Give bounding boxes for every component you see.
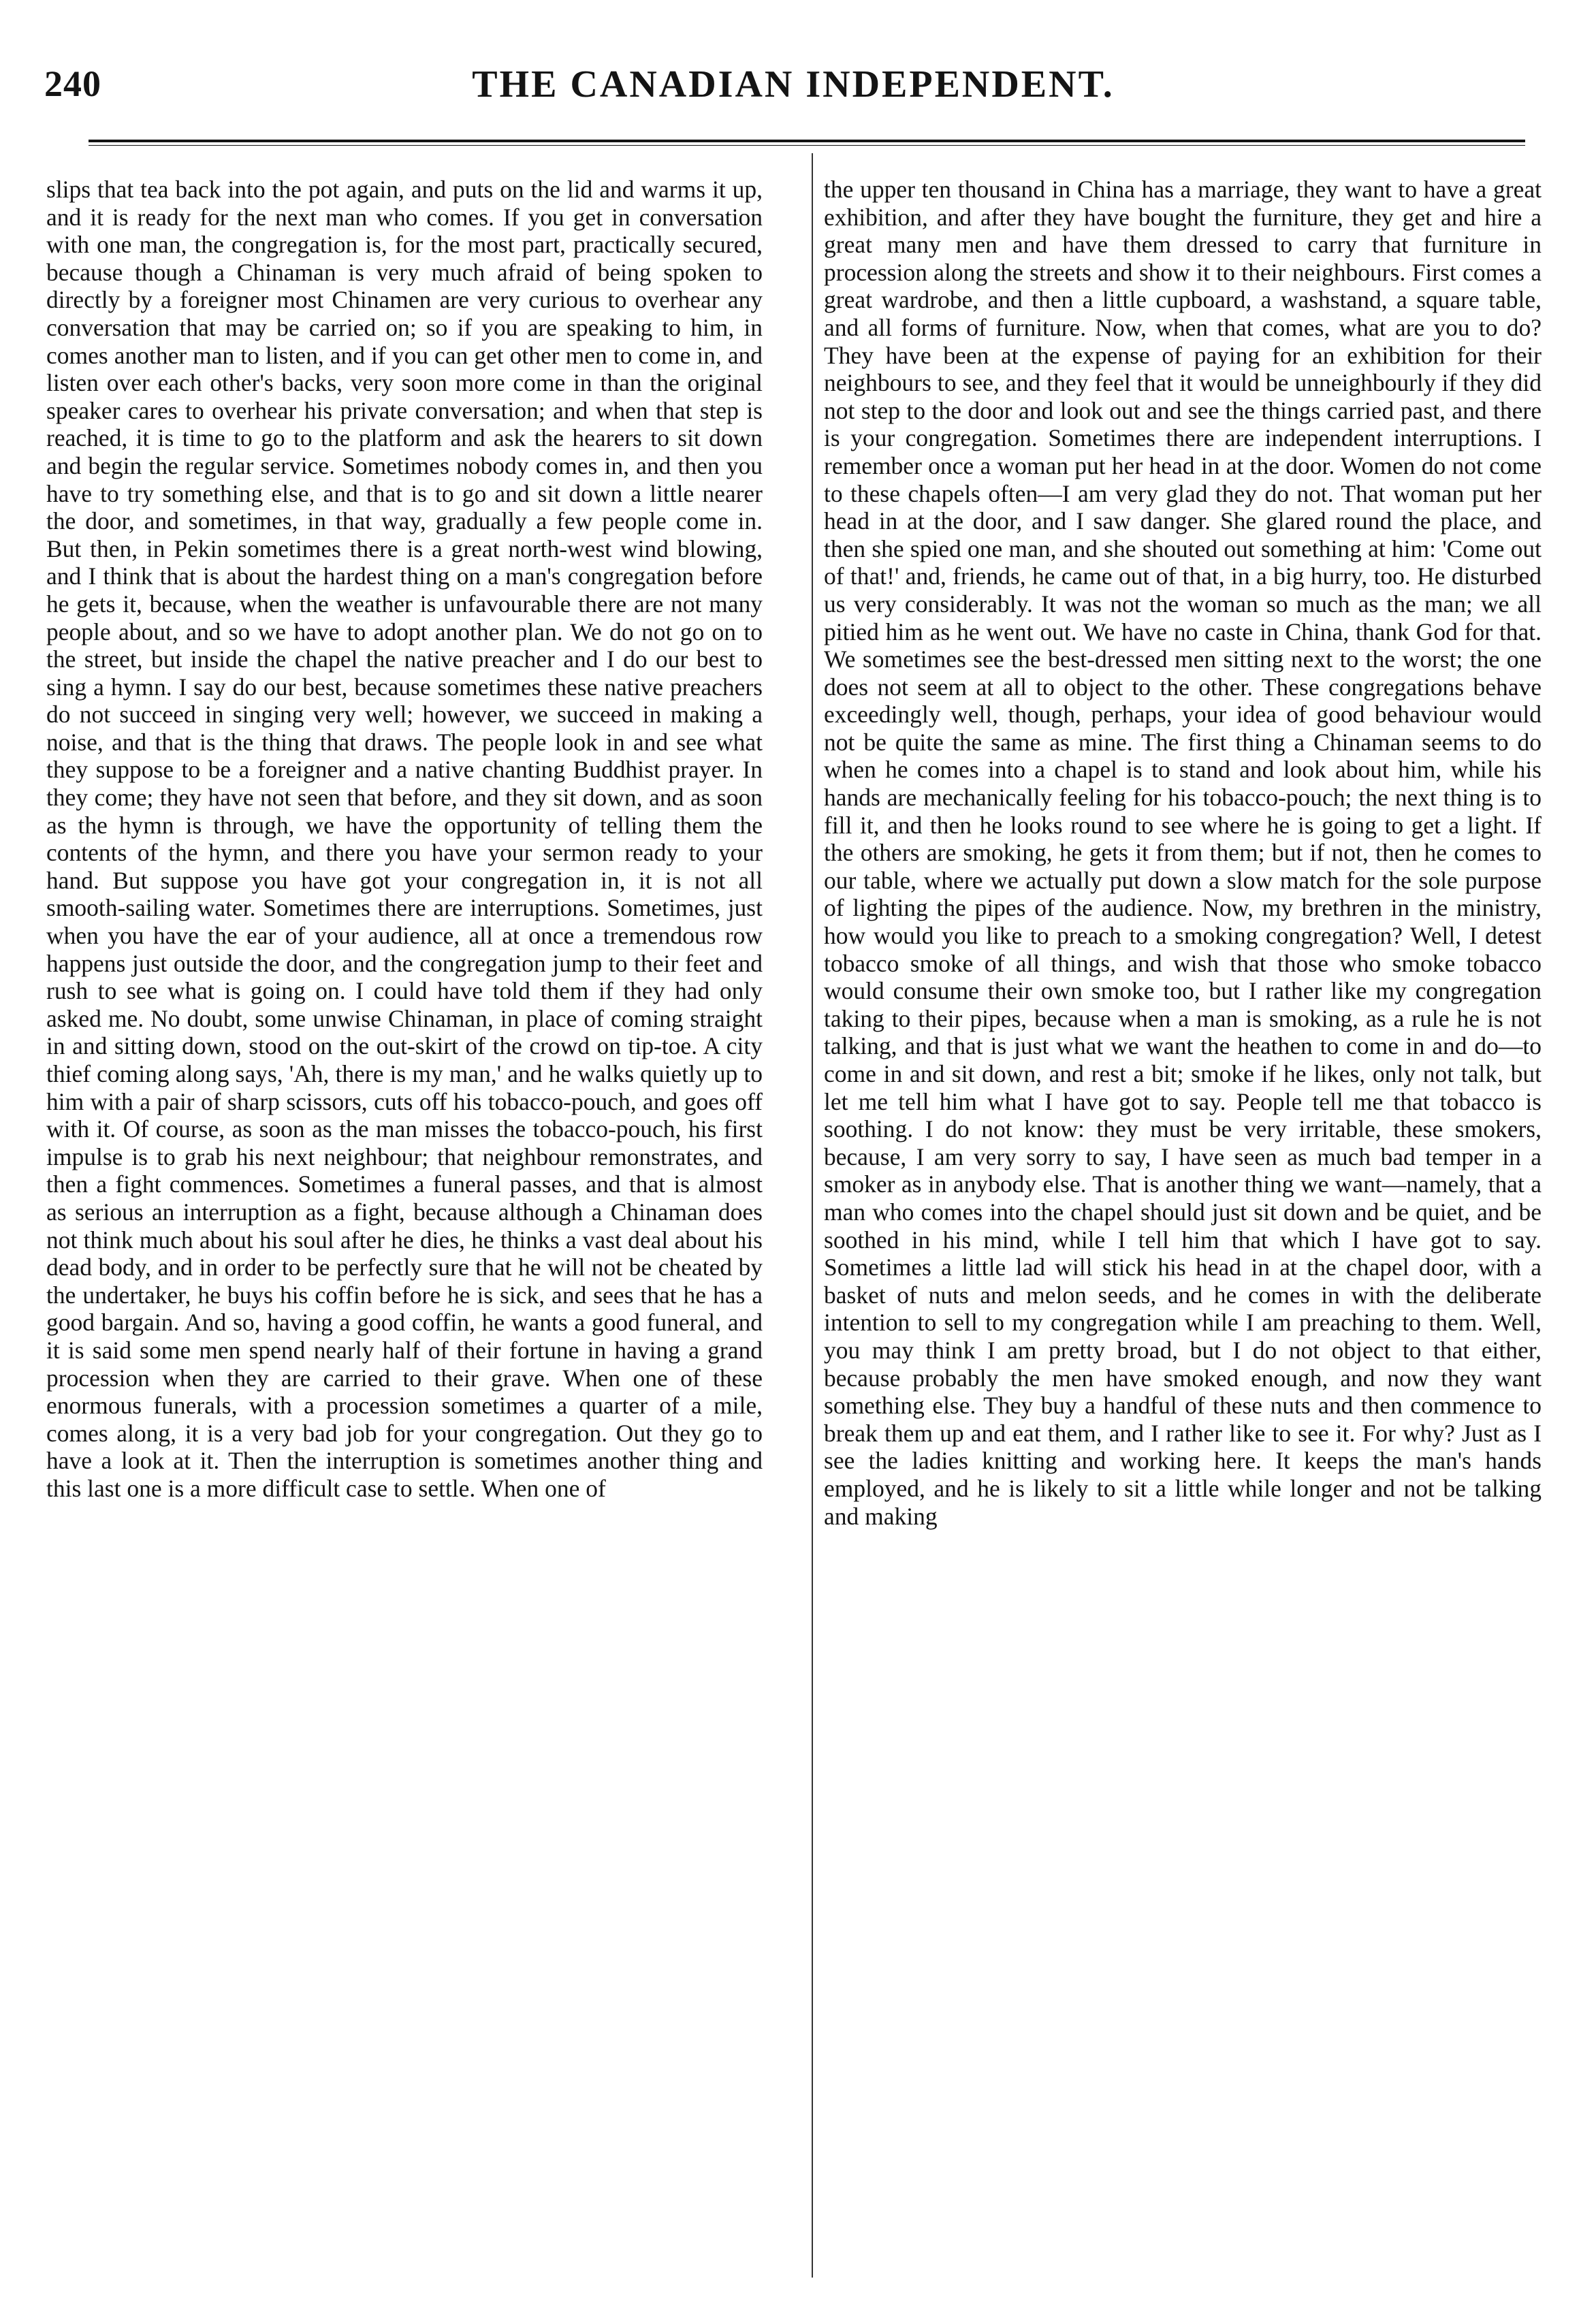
header-rule-thin [89,145,1525,146]
running-header [44,63,1542,117]
right-column-text: the upper ten thousand in China has a marriage, they want to have a great exhibition, and after they have bought the furniture, they get and hire a great many men and have them dressed to carry that furniture in procession along the streets and show it to their neighbours. First comes a great wardrobe, and then a little cupboard, a washstand, a square table, and all forms of furniture. Now, when that comes, what are you to do? They have been at the expense of paying for an exhibition for their neighbours to see, and they feel that it would be unneighbourly if they did not step to the door and look out and see the things carried past, and there is your congregation. Sometimes there are independent interruptions. I remember once a woman put her head in at the door. Women do not come to these chapels often—I am very glad they do not. That woman put her head in at the door, and I saw danger. She glared round the place, and then she spied one man, and she shouted out something at him: 'Come out of that!' and, friends, he came out of that, in a big hurry, too. He disturbed us very considerably. It was not the woman so much as the man; we all pitied him as he went out. We have no caste in China, thank God for that. We sometimes see the best-dressed men sitting next to the worst; the one does not seem at all to object to the other. These congregations behave exceedingly well, though, perhaps, your idea of good behaviour would not be quite the same as mine. The first thing a Chinaman seems to do when he comes into a chapel is to stand and look about him, while his hands are mechanically feeling for his tobacco-pouch; the next thing is to fill it, and then he looks round to see where he is going to get a light. If the others are smoking, he gets it from them; but if not, then he comes to our table, where we actually put down a slow match for the sole purpose of lighting the pipes of the audience. Now, my brethren in the ministry, how would you like to preach to a smoking congregation? Well, I detest tobacco smoke of all things, and wish that those who smoke tobacco would consume their own smoke too, but I rather like my congregation taking to their pipes, because when a man is smoking, as a rule he is not talking, and that is just what we want the heathen to come in and do—to come in and sit down, and rest a bit; smoke if he likes, only not talk, but let me tell him what I have got to say. People tell me that tobacco is soothing. I do not know: they must be very irritable, these smokers, because, I am very sorry to say, I have seen as much bad temper in a smoker as in anybody else. That is another thing we want—namely, that a man who comes into the chapel should just sit down and be quiet, and be soothed in his mind, while I tell him that which I have got to say. Sometimes a little lad will stick his head in at the chapel door, with a basket of nuts and melon seeds, and he comes in with the deliberate intention to sell to my congregation while I am preaching to them. Well, you may think I am pretty broad, but I do not object to that either, because probably the men have smoked enough, and now they want something else. They buy a handful of these nuts and then commence to break them up and eat them, and I rather like to see it. For why? Just as I see the ladies knitting and working here. It keeps the man's hands employed, and he is likely to sit a little while longer and not be talking and making [824,176,1542,1530]
header-rule [89,140,1525,142]
column-divider [812,153,813,2278]
left-column [46,176,763,2293]
left-column-text: slips that tea back into the pot again, and puts on the lid and warms it up, and it is ready for the next man who comes. If you get in conversation with one man, the congregation is, for the most part, practically secured, because though a Chinaman is very much afraid of being spoken to directly by a foreigner most Chinamen are very curious to overhear any conversation that may be carried on; so if you are speaking to him, in comes another man to listen, and if you can get other men to come in, and listen over each other's backs, very soon more come in than the original speaker cares to overhear his private conversation; and when that step is reached, it is time to go to the platform and ask the hearers to sit down and begin the regular service. Sometimes nobody comes in, and then you have to try something else, and that is to go and sit down a little nearer the door, and sometimes, in that way, gradually a few people come in. But then, in Pekin sometimes there is a great north-west wind blowing, and I think that is about the hardest thing on a man's congregation before he gets it, because, when the weather is unfavourable there are not many people about, and so we have to adopt another plan. We do not go on to the street, but inside the chapel the native preacher and I do our best to sing a hymn. I say do our best, because sometimes these native preachers do not succeed in singing very well; however, we succeed in making a noise, and that is the thing that draws. The people look in and see what they suppose to be a foreigner and a native chanting Buddhist prayer. In they come; they have not seen that before, and they sit down, and as soon as the hymn is through, we have the opportunity of telling them the contents of the hymn, and there you have your sermon ready to your hand. But suppose you have got your congregation in, it is not all smooth-sailing water. Sometimes there are interruptions. Sometimes, just when you have the ear of your audience, all at once a tremendous row happens just outside the door, and the congregation jump to their feet and rush to see what is going on. I could have told them if they had only asked me. No doubt, some unwise Chinaman, in place of coming straight in and sitting down, stood on the out-skirt of the crowd on tip-toe. A city thief coming along says, 'Ah, there is my man,' and he walks quietly up to him with a pair of sharp scissors, cuts off his tobacco-pouch, and goes off with it. Of course, as soon as the man misses the tobacco-pouch, his first impulse is to grab his next neighbour; that neighbour remonstrates, and then a fight commences. Sometimes a funeral passes, and that is almost as serious an interruption as a fight, because although a Chinaman does not think much about his soul after he dies, he thinks a vast deal about his dead body, and in order to be perfectly sure that he will not be cheated by the undertaker, he buys his coffin before he is sick, and sees that he has a good bargain. And so, having a good coffin, he wants a good funeral, and it is said some men spend nearly half of their fortune in having a grand procession when they are carried to their grave. When one of these enormous funerals, with a procession sometimes a quarter of a mile, comes along, it is a very bad job for your congregation. Out they go to have a look at it. Then the interruption is sometimes another thing and this last one is a more difficult case to settle. When one of [46,176,763,1502]
journal-title: THE CANADIAN INDEPENDENT. [472,63,1115,106]
page-number: 240 [44,63,101,104]
right-column [824,176,1542,2293]
